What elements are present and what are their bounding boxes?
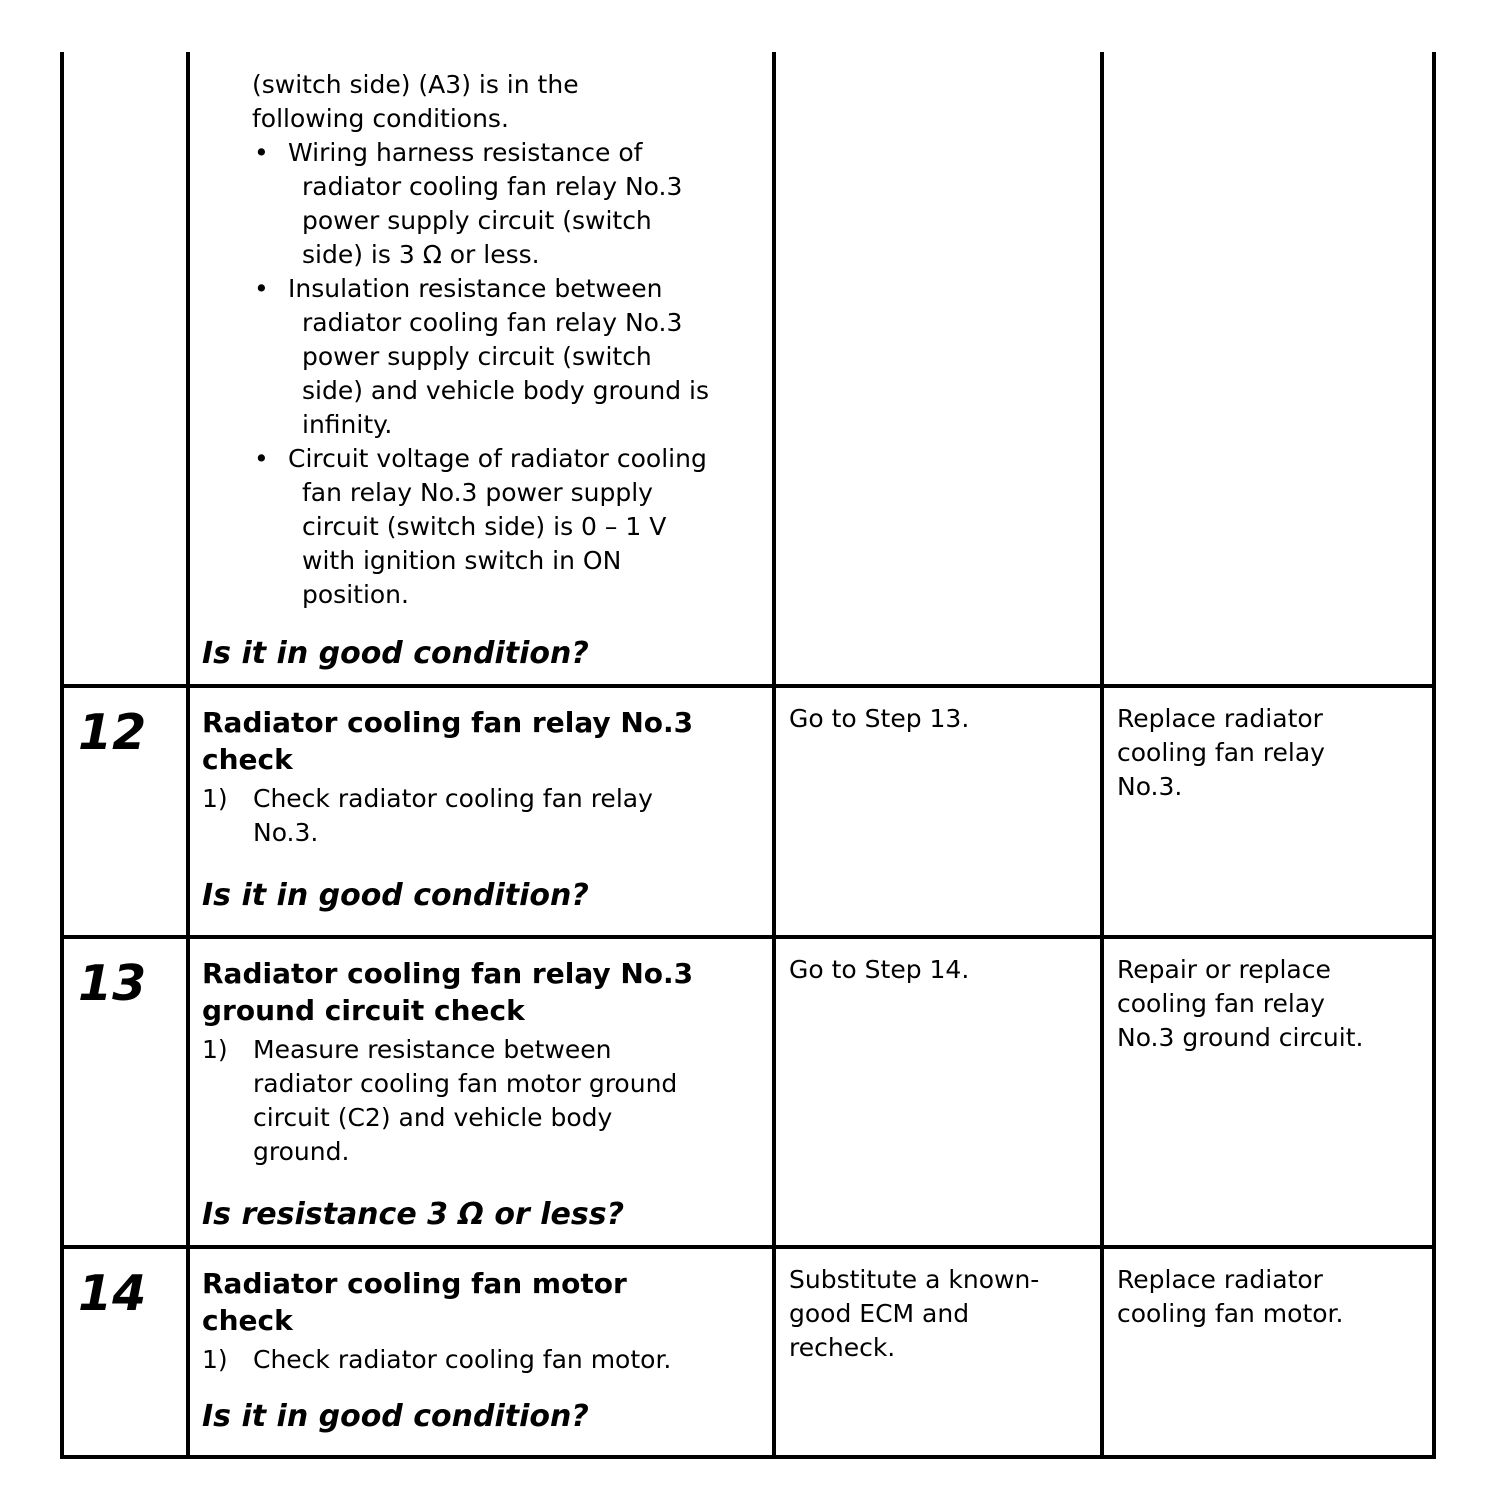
yes-cell xyxy=(774,937,1102,1247)
step-number: 14 xyxy=(78,1265,147,1322)
condition-text: • Wiring harness resistance of xyxy=(288,138,643,167)
check-question: Is it in good condition? xyxy=(202,636,589,671)
step-number-cell xyxy=(62,1247,188,1457)
step-title xyxy=(190,688,772,778)
step-title-line: Radiator cooling fan relay No.3 xyxy=(202,957,694,990)
condition-text: • Insulation resistance between xyxy=(288,274,663,303)
action-cell xyxy=(188,1247,774,1457)
condition-text: position. xyxy=(302,580,409,609)
step-title xyxy=(190,939,772,1029)
yes-result-line: Substitute a known- xyxy=(789,1265,1040,1294)
no-result xyxy=(1104,939,1432,1055)
yes-result xyxy=(776,939,1100,987)
no-result xyxy=(1104,688,1432,804)
condition-item xyxy=(252,136,762,272)
substep-text: Check radiator cooling fan relay xyxy=(253,784,653,813)
intro-line: (switch side) (A3) is in the xyxy=(252,70,579,99)
no-result-line: No.3 ground circuit. xyxy=(1117,1023,1364,1052)
condition-text: with ignition switch in ON xyxy=(302,546,622,575)
continued-text xyxy=(190,52,772,612)
yes-result-line: recheck. xyxy=(789,1333,896,1362)
condition-text: power supply circuit (switch xyxy=(302,206,652,235)
step-number: 13 xyxy=(78,955,147,1012)
yes-result-line: good ECM and xyxy=(789,1299,970,1328)
condition-item xyxy=(252,442,762,612)
substep-number: 1) xyxy=(202,1035,228,1064)
substep-list xyxy=(190,778,772,850)
condition-item xyxy=(252,272,762,442)
substep-text: ground. xyxy=(253,1137,350,1166)
condition-text: side) and vehicle body ground is xyxy=(302,376,710,405)
step-title xyxy=(190,1249,772,1339)
action-cell xyxy=(188,937,774,1247)
no-cell xyxy=(1102,1247,1434,1457)
no-result xyxy=(1104,1249,1432,1331)
no-result-line: Replace radiator xyxy=(1117,1265,1323,1294)
yes-cell xyxy=(774,52,1102,686)
substep-text: No.3. xyxy=(253,818,319,847)
condition-text: circuit (switch side) is 0 – 1 V xyxy=(302,512,667,541)
step-number-cell xyxy=(62,52,188,686)
no-result-line: Replace radiator xyxy=(1117,704,1323,733)
check-question: Is it in good condition? xyxy=(202,1399,589,1434)
no-cell xyxy=(1102,937,1434,1247)
table-row-step-14 xyxy=(62,1247,1434,1457)
condition-text: fan relay No.3 power supply xyxy=(302,478,653,507)
substep-item xyxy=(202,782,762,850)
condition-text: infinity. xyxy=(302,410,393,439)
yes-result xyxy=(776,688,1100,736)
step-title-line: Radiator cooling fan relay No.3 xyxy=(202,706,694,739)
no-result-line: cooling fan motor. xyxy=(1117,1299,1344,1328)
step-number-cell xyxy=(62,686,188,937)
step-number: 12 xyxy=(78,704,147,761)
substep-list xyxy=(190,1029,772,1169)
action-cell xyxy=(188,52,774,686)
step-title-line: check xyxy=(202,743,293,776)
no-cell xyxy=(1102,52,1434,686)
step-title-line: Radiator cooling fan motor xyxy=(202,1267,627,1300)
substep-text: Check radiator cooling fan motor. xyxy=(253,1345,672,1374)
yes-result xyxy=(776,1249,1100,1365)
step-title-line: check xyxy=(202,1304,293,1337)
no-result-line: cooling fan relay xyxy=(1117,989,1325,1018)
no-result-line: No.3. xyxy=(1117,772,1183,801)
check-question: Is it in good condition? xyxy=(202,878,589,913)
substep-number: 1) xyxy=(202,1345,228,1374)
table-row-step-11-continued xyxy=(62,52,1434,686)
yes-result-line: Go to Step 14. xyxy=(789,955,970,984)
condition-text: side) is 3 Ω or less. xyxy=(302,240,540,269)
step-title-line: ground circuit check xyxy=(202,994,525,1027)
condition-text: radiator cooling fan relay No.3 xyxy=(302,308,683,337)
yes-result-line: Go to Step 13. xyxy=(789,704,970,733)
substep-item xyxy=(202,1343,762,1377)
step-number-cell xyxy=(62,937,188,1247)
diagnostic-step-table xyxy=(60,52,1436,1459)
no-result-line: cooling fan relay xyxy=(1117,738,1325,767)
check-question: Is resistance 3 Ω or less? xyxy=(202,1197,624,1232)
condition-list xyxy=(252,136,762,612)
table-row-step-13 xyxy=(62,937,1434,1247)
condition-text: power supply circuit (switch xyxy=(302,342,652,371)
substep-text: circuit (C2) and vehicle body xyxy=(253,1103,613,1132)
table-row-step-12 xyxy=(62,686,1434,937)
substep-text: radiator cooling fan motor ground xyxy=(253,1069,678,1098)
substep-text: Measure resistance between xyxy=(253,1035,612,1064)
substep-item xyxy=(202,1033,762,1169)
yes-cell xyxy=(774,686,1102,937)
intro-line: following conditions. xyxy=(252,104,509,133)
no-result-line: Repair or replace xyxy=(1117,955,1331,984)
condition-text: radiator cooling fan relay No.3 xyxy=(302,172,683,201)
substep-number: 1) xyxy=(202,784,228,813)
action-cell xyxy=(188,686,774,937)
condition-text: • Circuit voltage of radiator cooling xyxy=(288,444,707,473)
no-cell xyxy=(1102,686,1434,937)
substep-list xyxy=(190,1339,772,1377)
yes-cell xyxy=(774,1247,1102,1457)
